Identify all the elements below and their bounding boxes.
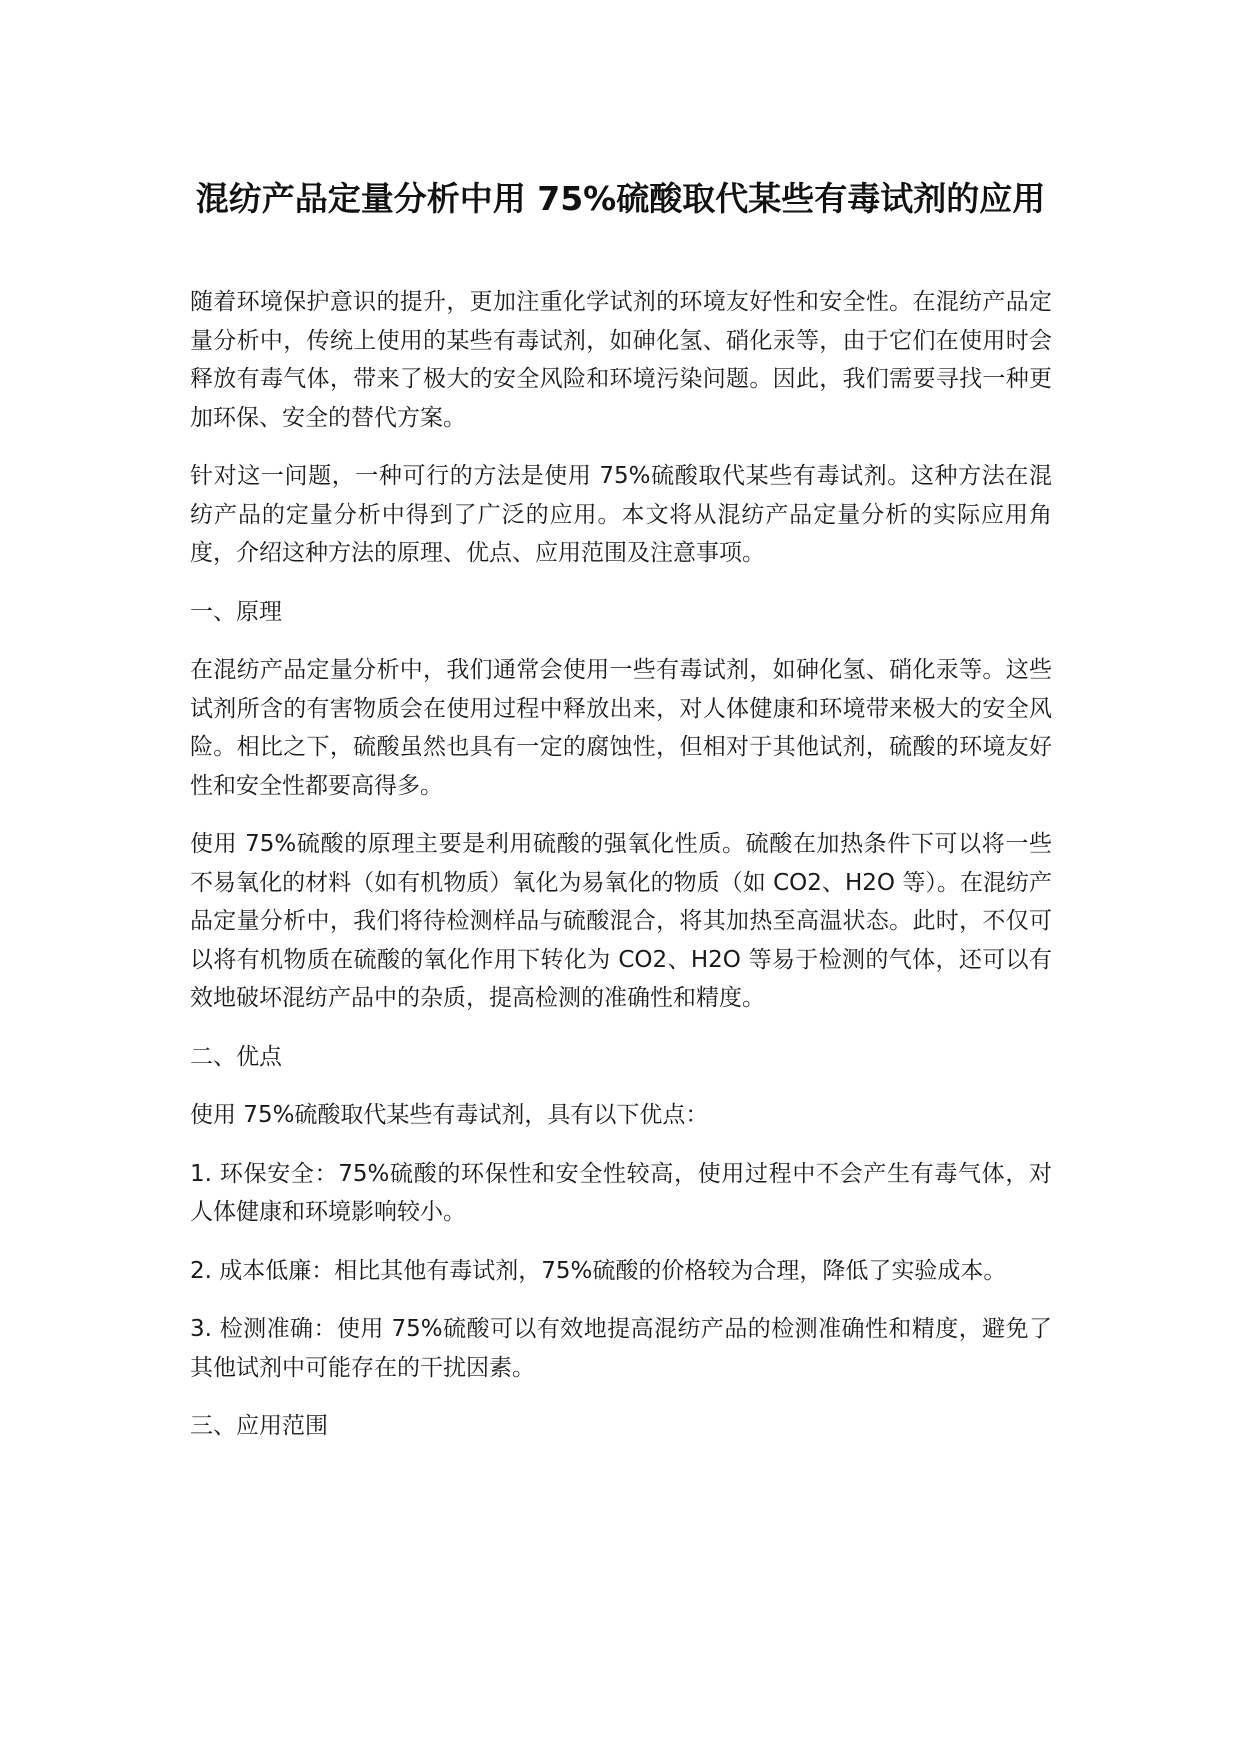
section-heading-advantages: 二、优点 [190,1043,282,1070]
section-heading-scope: 三、应用范围 [190,1413,328,1439]
list-item-advantage-3: 3. 检测准确：使用 75%硫酸可以有效地提高混纺产品的检测准确性和精度，避免了其他试剂中可能存在的干扰因素。 [190,1316,1052,1381]
document-title: 混纺产品定量分析中用 75%硫酸取代某些有毒试剂的应用 [195,179,1046,218]
paragraph-intro-1: 随着环境保护意识的提升，更加注重化学试剂的环境友好性和安全性。在混纺产品定量分析中，传统上使用的某些有毒试剂，如砷化氢、硝化汞等，由于它们在使用时会释放有毒气体，带来了极大的安全风险和环境污染问题。因此，我们需要寻找一种更加环保、安全的替代方案。 [190,289,1052,431]
paragraph-principle-1: 在混纺产品定量分析中，我们通常会使用一些有毒试剂，如砷化氢、硝化汞等。这些试剂所含的有害物质会在使用过程中释放出来，对人体健康和环境带来极大的安全风险。相比之下，硫酸虽然也具有一定的腐蚀性，但相对于其他试剂，硫酸的环境友好性和安全性都要高得多。 [190,657,1052,799]
list-item-advantage-1: 1. 环保安全：75%硫酸的环保性和安全性较高，使用过程中不会产生有毒气体，对人体健康和环境影响较小。 [190,1160,1052,1225]
document-body [190,283,1052,1466]
list-item-advantage-2: 2. 成本低廉：相比其他有毒试剂，75%硫酸的价格较为合理，降低了实验成本。 [190,1257,1007,1284]
paragraph-advantages-intro: 使用 75%硫酸取代某些有毒试剂，具有以下优点： [190,1102,709,1128]
paragraph-principle-2: 使用 75%硫酸的原理主要是利用硫酸的强氧化性质。硫酸在加热条件下可以将一些不易氧化的材料（如有机物质）氧化为易氧化的物质（如 CO2、H2O 等）。在混纺产品定量分析中，我们将待检测样品与硫酸混合，将其加热至高温状态。此时，不仅可以将有机物质在硫酸的氧化作用下转化为 CO2、H2O 等易于检测的气体，还可以有效地破坏混纺产品中的杂质，提高检测的准确性和精度。 [190,831,1052,1011]
section-heading-principle: 一、原理 [190,598,282,625]
paragraph-intro-2: 针对这一问题，一种可行的方法是使用 75%硫酸取代某些有毒试剂。这种方法在混纺产品的定量分析中得到了广泛的应用。本文将从混纺产品定量分析的实际应用角度，介绍这种方法的原理、优点、应用范围及注意事项。 [190,463,1052,566]
